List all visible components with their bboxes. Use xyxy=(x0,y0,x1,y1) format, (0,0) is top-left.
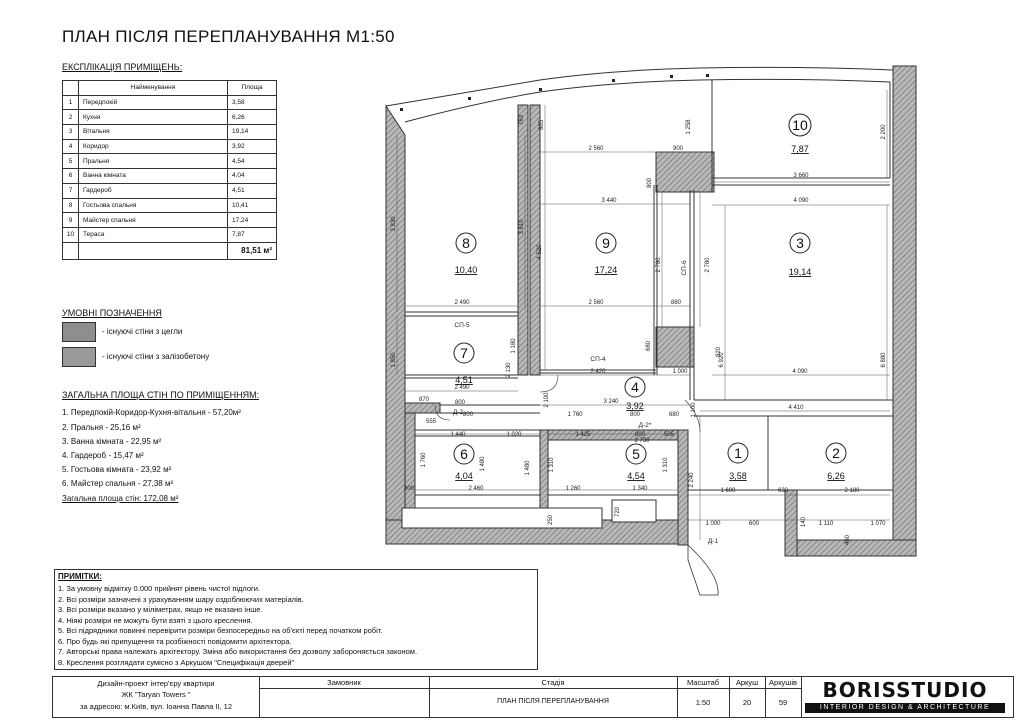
room-6-number: 6 xyxy=(460,446,468,462)
dim-label: 1 070 xyxy=(870,521,886,527)
dim-label: 1 480 xyxy=(480,456,486,472)
room-2-area: 6,26 xyxy=(827,471,845,481)
tag-sp5: СП-5 xyxy=(454,322,470,329)
dim-label: 1 000 xyxy=(672,369,688,375)
wall-area-item: 3. Ванна кімната - 22,95 м² xyxy=(62,437,162,446)
window-marks xyxy=(400,74,709,111)
explication-col-name: Найменування xyxy=(79,81,228,96)
note-item: 8. Креслення розглядати сумісно з Аркушом "Специфікація дверей" xyxy=(58,657,295,667)
tag-sp6: СП-6 xyxy=(681,260,688,276)
dimension-labels xyxy=(404,146,886,527)
dim-label: 1 310 xyxy=(663,457,669,473)
room-9-area: 17,24 xyxy=(594,265,618,275)
dim-label: 1 020 xyxy=(506,432,522,438)
room-2-number: 2 xyxy=(832,445,840,461)
dim-label: 1 760 xyxy=(421,452,427,468)
room-10-number: 10 xyxy=(792,117,808,133)
dim-label: 140 xyxy=(801,516,807,528)
room-1-number: 1 xyxy=(734,445,742,461)
dim-label: 1 340 xyxy=(632,486,648,492)
legend-label-concrete: - існуючі стіни з залізобетону xyxy=(102,352,210,361)
stage-value: ПЛАН ПІСЛЯ ПЕРЕПЛАНУВАННЯ xyxy=(497,698,609,705)
dim-label: 4 090 xyxy=(793,198,809,204)
notes-box xyxy=(54,569,538,670)
row-number: 7 xyxy=(63,183,79,198)
dim-label: 2 490 xyxy=(454,385,470,391)
dim-label: 3 660 xyxy=(793,173,809,179)
dim-label: 630 xyxy=(777,488,789,494)
sheet-value: 20 xyxy=(742,698,752,707)
room-10-area: 7,87 xyxy=(791,144,809,154)
plan-title: ПЛАН ПІСЛЯ ПЕРЕПЛАНУВАННЯ М1:50 xyxy=(62,27,395,46)
walls xyxy=(386,66,916,556)
dim-label: 2 420 xyxy=(590,369,606,375)
row-number: 1 xyxy=(63,95,79,110)
note-item: 3. Всі розміри вказано у міліметрах, якщо не вказано інше. xyxy=(58,605,263,614)
explication-heading: ЕКСПЛІКАЦІЯ ПРИМІЩЕНЬ: xyxy=(62,62,183,72)
stage-label: Стадія xyxy=(541,678,565,687)
row-name: Вітальня xyxy=(79,125,228,140)
logo-sub: INTERIOR DESIGN & ARCHITECTURE xyxy=(805,703,1005,713)
dim-label: 800 xyxy=(647,177,653,189)
wall-area-item: 2. Пральня - 25,16 м² xyxy=(62,423,141,432)
row-name: Гостьова спальня xyxy=(79,198,228,213)
dim-label: 800 xyxy=(462,412,474,418)
row-area: 17,24 xyxy=(228,213,277,228)
room-3-area: 19,14 xyxy=(788,267,812,277)
dim-label: 1 100 xyxy=(691,402,697,418)
row-area: 4,04 xyxy=(228,169,277,184)
note-item: 4. Ніякі розміри не можуть бути взяті з цього креслення. xyxy=(58,615,253,625)
logo-main: BORISSTUDIO xyxy=(822,678,988,702)
row-name: Гардероб xyxy=(79,183,228,198)
dim-label: 1 850 xyxy=(391,352,397,368)
wall-area-item: 5. Гостьова кімната - 23,92 м² xyxy=(62,465,172,474)
tag-d1: Д-1 xyxy=(707,538,719,545)
dim-label: 1 110 xyxy=(818,521,834,527)
client-label: Замовник xyxy=(327,678,361,687)
row-number: 6 xyxy=(63,169,79,184)
dim-label: 2 780 xyxy=(656,257,662,273)
room-markers xyxy=(454,114,846,464)
legend-title: УМОВНІ ПОЗНАЧЕННЯ xyxy=(62,308,162,318)
note-item: 7. Авторські права належать архітектору. Зміна або використання без дозволу забороняється законом. xyxy=(58,647,418,656)
dim-label: 870 xyxy=(418,397,430,403)
dim-label: 6 920 xyxy=(719,352,725,368)
row-name: Тераса xyxy=(79,227,228,242)
row-name: Кухня xyxy=(79,110,228,125)
row-name: Коридор xyxy=(79,139,228,154)
room-9-number: 9 xyxy=(602,235,610,251)
note-item: 5. Всі підрядники повинні перевірити розміри безпосередньо на об'єкті перед початком робіт. xyxy=(58,626,383,635)
dim-label: 460 xyxy=(845,534,851,546)
dim-label: 1 480 xyxy=(525,460,531,476)
row-number: 8 xyxy=(63,198,79,213)
dim-label: 720 xyxy=(615,506,621,518)
notes-title: ПРИМІТКИ: xyxy=(58,572,102,581)
dim-label: 1 760 xyxy=(567,412,583,418)
dim-label: 3 440 xyxy=(601,198,617,204)
studio-logo xyxy=(805,679,1005,717)
dim-label: 820 xyxy=(716,346,722,358)
dim-label: 555 xyxy=(425,419,437,425)
dim-label: 600 xyxy=(748,521,760,527)
dim-label: 2 460 xyxy=(468,486,484,492)
dim-label: 2 100 xyxy=(544,392,550,408)
wall-area-item: 1. Передпокій-Коридор-Кухня-вітальня - 57,20м² xyxy=(62,408,241,417)
note-item: 1. За умовну відмітку 0.000 прийнят рівень чистої підлоги. xyxy=(58,584,261,593)
explication-col-area: Площа xyxy=(228,81,277,96)
curved-facade xyxy=(386,67,893,192)
room-6-area: 4,04 xyxy=(455,471,473,481)
dim-label: 1 440 xyxy=(450,432,466,438)
note-item: 2. Всі розміри зазначені з урахуванням шару оздоблюючих матеріалів. xyxy=(58,594,304,604)
row-number: 2 xyxy=(63,110,79,125)
row-area: 3,92 xyxy=(228,139,277,154)
row-area: 6,26 xyxy=(228,110,277,125)
tag-d2: Д-2 xyxy=(452,409,464,416)
dim-label: 2 200 xyxy=(881,124,887,140)
dim-label: 6 880 xyxy=(881,352,887,368)
dim-label: 3 240 xyxy=(603,399,619,405)
dim-label: 1 600 xyxy=(720,488,736,494)
row-area: 3,58 xyxy=(228,95,277,110)
dim-label: 865 xyxy=(539,119,545,131)
dim-label: 4 410 xyxy=(788,405,804,411)
row-name: Майстер спальня xyxy=(79,213,228,228)
sheet-label: Аркуш xyxy=(735,678,759,687)
row-number: 10 xyxy=(63,227,79,242)
room-5-area: 4,54 xyxy=(627,471,645,481)
room-4-area: 3,92 xyxy=(626,401,644,411)
dim-label: 1 260 xyxy=(565,486,581,492)
dim-label: 1 310 xyxy=(549,457,555,473)
row-number: 5 xyxy=(63,154,79,169)
room-8-number: 8 xyxy=(462,235,470,251)
legend-label-brick: - існуючі стіни з цегли xyxy=(102,327,183,336)
row-name: Ванна кімната xyxy=(79,169,228,184)
room-7-number: 7 xyxy=(460,345,468,361)
row-number: 4 xyxy=(63,139,79,154)
dim-label: 680 xyxy=(646,340,652,352)
wall-area-item: 4. Гардероб - 15,47 м² xyxy=(62,451,144,460)
dim-label: 505 xyxy=(663,432,675,438)
row-number: 3 xyxy=(63,125,79,140)
tag-sp4: СП-4 xyxy=(590,356,606,363)
dim-label: 1 258 xyxy=(686,119,692,135)
dim-label: 763 xyxy=(519,114,525,126)
row-area: 7,87 xyxy=(228,227,277,242)
row-name: Пральня xyxy=(79,154,228,169)
walls-title: ЗАГАЛЬНА ПЛОЩА СТІН ПО ПРИМІЩЕННЯМ: xyxy=(62,390,260,400)
dim-label: 250 xyxy=(548,514,554,526)
wall-area-item: 6. Майстер спальня - 27,38 м² xyxy=(62,479,174,488)
dim-label: 1 180 xyxy=(511,338,517,354)
row-area: 4,54 xyxy=(228,154,277,169)
dim-label: 680 xyxy=(668,412,680,418)
tag-d2-star: Д-2* xyxy=(638,422,652,429)
dim-label: 800 xyxy=(454,400,466,406)
dim-label: 300 xyxy=(403,486,415,492)
row-number: 9 xyxy=(63,213,79,228)
dim-label: 2 130 xyxy=(506,362,512,378)
explication-total: 81,51 м² xyxy=(228,242,277,259)
dim-label: 800 xyxy=(629,412,641,418)
note-item: 6. Про будь які припущення та розбіжності повідомити архітектора. xyxy=(58,636,292,646)
dim-label: 2 560 xyxy=(588,146,604,152)
room-4-number: 4 xyxy=(631,379,639,395)
dim-label: 4 090 xyxy=(792,369,808,375)
scale-label: Масштаб xyxy=(686,678,720,687)
room-3-number: 3 xyxy=(796,235,804,251)
room-7-area: 4,51 xyxy=(455,375,473,385)
room-1-area: 3,58 xyxy=(729,471,747,481)
sheets-label: Аркушів xyxy=(769,678,797,687)
dim-label: 1 000 xyxy=(705,521,721,527)
row-area: 10,41 xyxy=(228,198,277,213)
dim-label: 4 520 xyxy=(537,244,543,260)
project-line-1: Дизайн-проект інтер'єру квартири xyxy=(97,679,215,688)
walls-total: Загальна площа стін: 172,08 м² xyxy=(62,494,179,503)
row-name: Передпокій xyxy=(79,95,228,110)
dim-label: 2 240 xyxy=(689,472,695,488)
dim-label: 3 830 xyxy=(391,216,397,232)
dim-label: 2 780 xyxy=(705,257,711,273)
sheets-value: 59 xyxy=(778,698,788,707)
dim-label: 1 425 xyxy=(575,432,591,438)
row-area: 4,51 xyxy=(228,183,277,198)
project-line-3: за адресою: м.Київ, вул. Іоанна Павла ІІ, 12 xyxy=(79,702,232,711)
dim-label: 2 180 xyxy=(844,488,860,494)
row-area: 19,14 xyxy=(228,125,277,140)
project-line-2: ЖК "Taryan Towers " xyxy=(121,690,191,699)
dim-label: 800 xyxy=(634,432,646,438)
dim-label: 2 490 xyxy=(454,300,470,306)
dim-label: 2 560 xyxy=(588,300,604,306)
scale-value: 1:50 xyxy=(695,698,711,707)
room-numbers xyxy=(460,117,840,462)
dim-label: 3 610 xyxy=(519,219,525,235)
room-8-area: 10,40 xyxy=(454,265,478,275)
dim-label: 900 xyxy=(672,146,684,152)
title-block xyxy=(52,676,1014,718)
dim-label: 880 xyxy=(670,300,682,306)
dim-label: 2 730 xyxy=(634,438,650,444)
room-5-number: 5 xyxy=(632,446,640,462)
